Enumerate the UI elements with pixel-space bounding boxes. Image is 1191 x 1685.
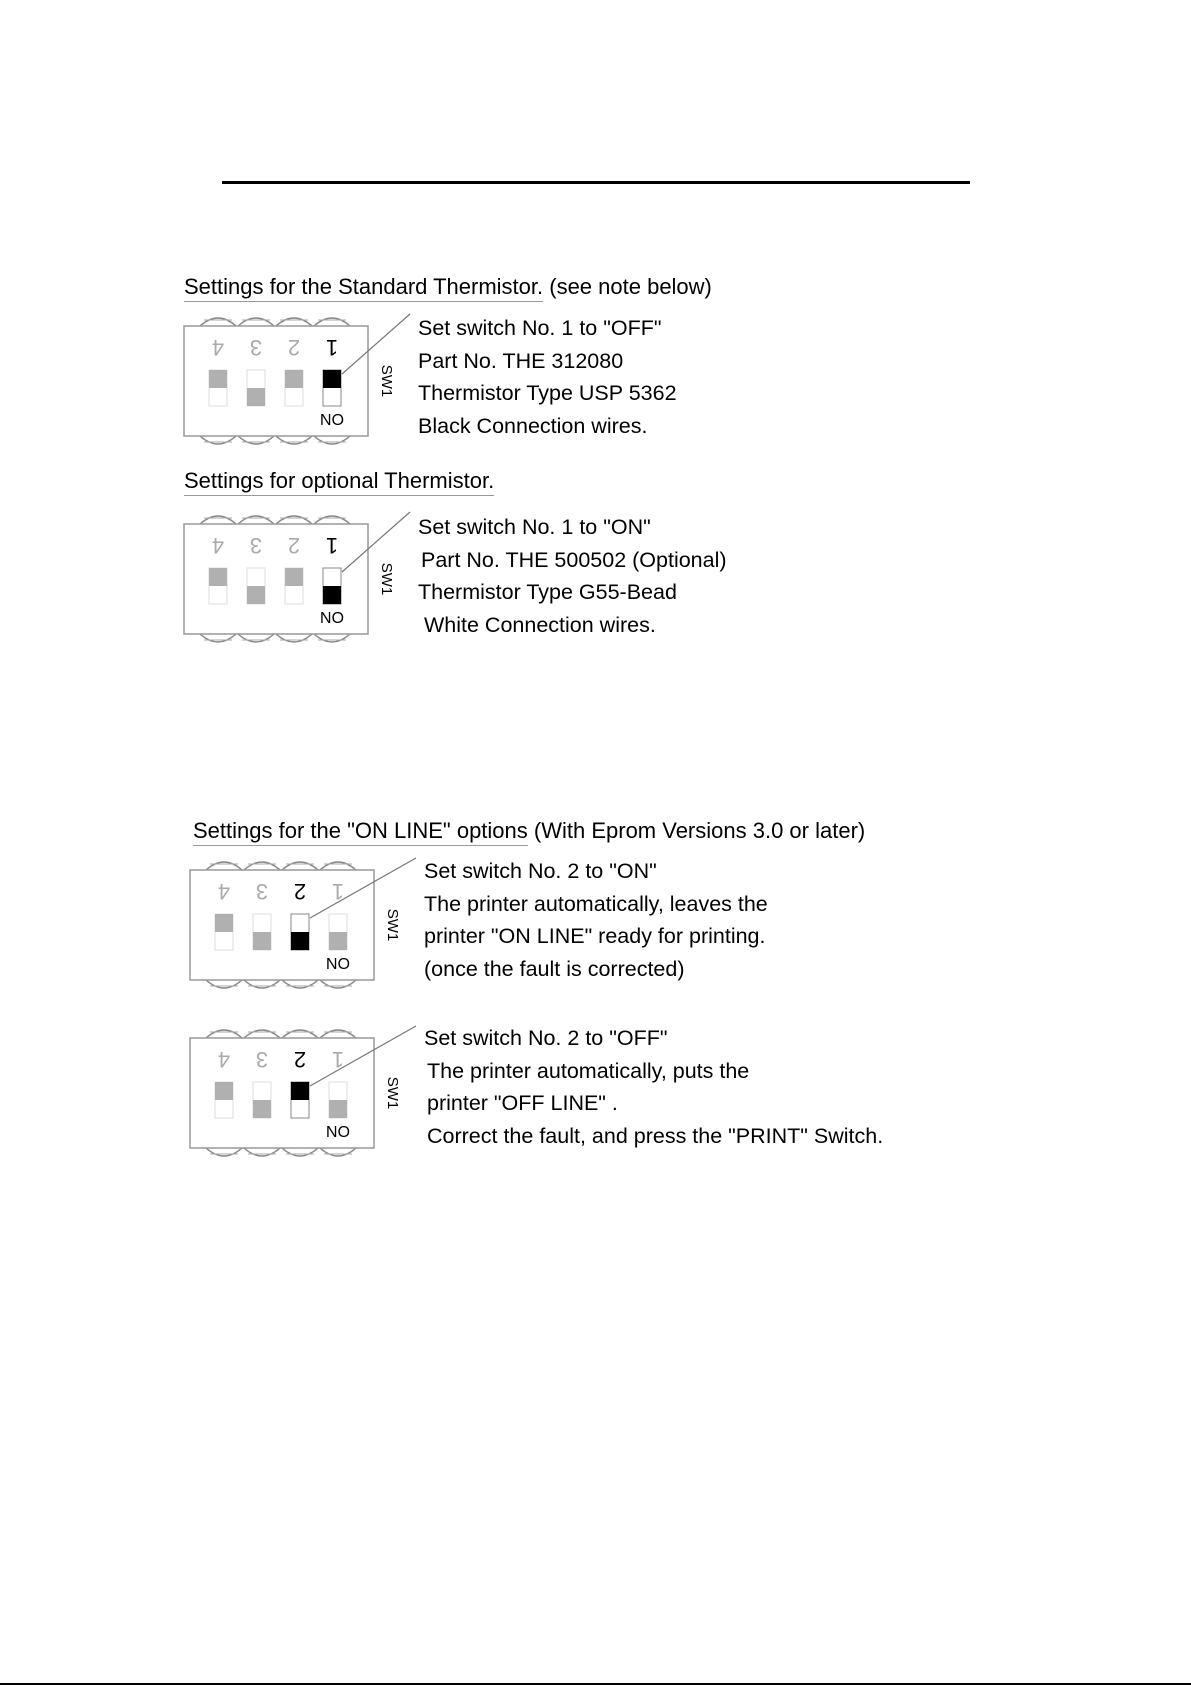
- heading-underlined: Settings for optional Thermistor.: [184, 468, 494, 496]
- pin-top: [200, 318, 236, 326]
- pin-bottom: [276, 634, 312, 642]
- switch-toggle: [323, 568, 341, 604]
- switch-number: 2: [293, 879, 307, 904]
- pin-bottom: [200, 634, 236, 642]
- pin-top: [276, 516, 312, 524]
- switch-toggle: [253, 914, 271, 950]
- heading-underlined: Settings for the "ON LINE" options: [193, 818, 528, 846]
- switch-toggle: [247, 370, 265, 406]
- switch-toggle: [291, 1082, 309, 1118]
- pin-top: [276, 318, 312, 326]
- description-line: printer "OFF LINE" .: [427, 1091, 618, 1115]
- top-rule: [222, 181, 970, 184]
- pin-top: [314, 318, 350, 326]
- pin-bottom: [200, 436, 236, 444]
- description-line: Black Connection wires.: [418, 413, 648, 438]
- pin-bottom: [282, 980, 318, 988]
- switch-number: 2: [287, 335, 301, 360]
- switch-number: 3: [249, 335, 263, 360]
- switch-number: 1: [331, 879, 345, 904]
- description-line: The printer automatically, leaves the: [424, 891, 768, 916]
- pin-bottom: [282, 1148, 318, 1156]
- sw1-label: SW1: [384, 908, 401, 942]
- description-line: Part No. THE 500502 (Optional): [421, 547, 727, 572]
- pin-top: [314, 516, 350, 524]
- switch-number: 3: [255, 1047, 269, 1072]
- switch-number: 1: [325, 335, 339, 360]
- description-line: Set switch No. 1 to "ON": [418, 515, 651, 539]
- heading-rest: (With Eprom Versions 3.0 or later): [527, 818, 866, 843]
- description-line: Set switch No. 1 to "OFF": [418, 316, 662, 340]
- sw1-label: SW1: [384, 1076, 401, 1110]
- switch-number: 4: [211, 335, 225, 360]
- pin-bottom: [320, 1148, 356, 1156]
- description-optional-thermistor: [418, 511, 727, 641]
- pin-top: [238, 516, 274, 524]
- pin-top: [206, 1030, 242, 1038]
- on-label: ON: [326, 954, 350, 971]
- switch-number: 3: [255, 879, 269, 904]
- switch-number: 2: [287, 533, 301, 558]
- pin-top: [244, 862, 280, 870]
- pin-bottom: [244, 1148, 280, 1156]
- description-line: Thermistor Type USP 5362: [418, 381, 677, 405]
- heading-optional-thermistor: [184, 468, 494, 494]
- heading-rest: (see note below): [543, 274, 712, 299]
- switch-toggle: [215, 914, 233, 950]
- pin-bottom: [238, 634, 274, 642]
- pin-top: [282, 862, 318, 870]
- switch-toggle: [253, 1082, 271, 1118]
- pin-bottom: [314, 436, 350, 444]
- pin-top: [320, 1030, 356, 1038]
- pin-bottom: [206, 980, 242, 988]
- dip-switch-diagram-2: [182, 510, 442, 650]
- on-label: ON: [320, 608, 344, 625]
- sw1-label: SW1: [378, 364, 395, 398]
- description-line: Thermistor Type G55-Bead: [418, 580, 677, 604]
- description-line: Set switch No. 2 to "OFF": [424, 1026, 668, 1050]
- description-off-line: [424, 1022, 883, 1152]
- description-line: White Connection wires.: [424, 612, 656, 637]
- pin-bottom: [276, 436, 312, 444]
- description-line: Set switch No. 2 to "ON": [424, 859, 657, 883]
- pin-top: [238, 318, 274, 326]
- heading-underlined: Settings for the Standard Thermistor.: [184, 274, 543, 302]
- dip-switch: [190, 858, 416, 988]
- description-line: printer "ON LINE" ready for printing.: [424, 924, 766, 948]
- switch-toggle: [329, 914, 347, 950]
- description-on-line: [424, 855, 768, 985]
- switch-toggle: [209, 370, 227, 406]
- pin-bottom: [238, 436, 274, 444]
- pin-bottom: [320, 980, 356, 988]
- dip-switch-diagram-4: [188, 1024, 448, 1164]
- pin-bottom: [244, 980, 280, 988]
- switch-toggle: [247, 568, 265, 604]
- pin-bottom: [314, 634, 350, 642]
- dip-switch: [184, 314, 410, 444]
- switch-toggle: [291, 914, 309, 950]
- switch-toggle: [323, 370, 341, 406]
- switch-toggle: [285, 370, 303, 406]
- switch-toggle: [285, 568, 303, 604]
- switch-number: 1: [331, 1047, 345, 1072]
- switch-number: 3: [249, 533, 263, 558]
- description-line: The printer automatically, puts the: [427, 1058, 750, 1083]
- heading-standard-thermistor: [184, 274, 712, 300]
- pin-bottom: [206, 1148, 242, 1156]
- switch-number: 4: [217, 1047, 231, 1072]
- dip-switch: [190, 1026, 416, 1156]
- description-line: (once the fault is corrected): [424, 956, 685, 981]
- pin-top: [282, 1030, 318, 1038]
- pin-top: [244, 1030, 280, 1038]
- heading-on-line-options: [193, 818, 865, 844]
- description-line: Part No. THE 312080: [418, 348, 624, 373]
- description-standard-thermistor: [418, 312, 677, 442]
- switch-toggle: [215, 1082, 233, 1118]
- dip-switch-diagram-1: [182, 312, 442, 452]
- description-line: Correct the fault, and press the "PRINT" Switch.: [427, 1123, 884, 1148]
- sw1-label: SW1: [378, 562, 395, 596]
- switch-number: 1: [325, 533, 339, 558]
- switch-toggle: [329, 1082, 347, 1118]
- switch-number: 4: [211, 533, 225, 558]
- pin-top: [206, 862, 242, 870]
- switch-toggle: [209, 568, 227, 604]
- pin-top: [320, 862, 356, 870]
- switch-number: 4: [217, 879, 231, 904]
- pin-top: [200, 516, 236, 524]
- on-label: ON: [320, 410, 344, 427]
- switch-number: 2: [293, 1047, 307, 1072]
- dip-switch: [184, 512, 410, 642]
- on-label: ON: [326, 1122, 350, 1139]
- dip-switch-diagram-3: [188, 856, 448, 996]
